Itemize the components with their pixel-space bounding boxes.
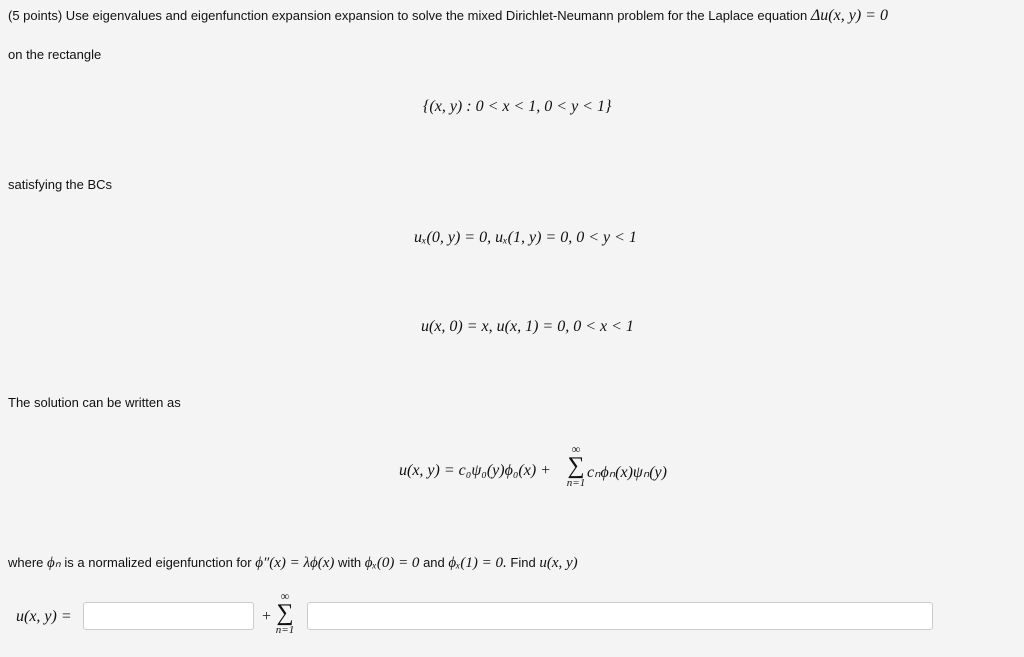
eigen-bc-2: ϕₓ(1) = 0.	[448, 555, 507, 571]
answer-series-term-input[interactable]	[307, 602, 933, 630]
text: where	[8, 555, 44, 570]
bc-equation-1: uₓ(0, y) = 0, uₓ(1, y) = 0, 0 < y < 1	[414, 229, 637, 246]
text: is a normalized eigenfunction for	[64, 555, 252, 570]
solution-sum	[566, 443, 586, 489]
sigma-icon: ∑	[567, 453, 585, 479]
sum-upper-limit: ∞	[280, 589, 290, 603]
answer-lhs: u(x, y) =	[16, 608, 72, 625]
bcs-label: satisfying the BCs	[8, 177, 113, 192]
sum-lower-limit: n=1	[275, 624, 295, 636]
rectangle-equation: {(x, y) : 0 < x < 1, 0 < y < 1}	[423, 98, 612, 115]
sum-lower-limit: n=1	[566, 477, 586, 489]
solution-lhs: u(x, y) = c₀ψ₀(y)ϕ₀(x) +	[399, 462, 551, 479]
answer-sum	[274, 590, 296, 636]
eigenfunction-statement	[8, 553, 578, 572]
text: and	[423, 555, 445, 570]
intro-text: (5 points) Use eigenvalues and eigenfunction expansion expansion to solve the mixed Dirichlet-Neumann problem for the Laplace equation	[8, 8, 808, 23]
laplace-equation: Δu(x, y) = 0	[810, 7, 888, 24]
answer-constant-term-input[interactable]	[83, 602, 254, 630]
problem-intro	[8, 7, 888, 25]
sigma-icon: ∑	[276, 600, 294, 626]
eigen-bc-1: ϕₓ(0) = 0	[364, 555, 420, 571]
bc-equation-2: u(x, 0) = x, u(x, 1) = 0, 0 < x < 1	[421, 318, 634, 335]
eigen-equation: ϕ″(x) = λϕ(x)	[255, 555, 335, 571]
solution-term: cₙϕₙ(x)ψₙ(y)	[587, 464, 667, 481]
phi-n: ϕₙ	[47, 555, 61, 571]
text: Find	[510, 555, 536, 570]
target-function: u(x, y)	[539, 555, 578, 571]
sum-upper-limit: ∞	[571, 442, 581, 456]
text: with	[338, 555, 362, 570]
solution-label: The solution can be written as	[8, 395, 181, 410]
plus-sign: +	[262, 608, 272, 625]
on-rectangle-label: on the rectangle	[8, 47, 102, 62]
